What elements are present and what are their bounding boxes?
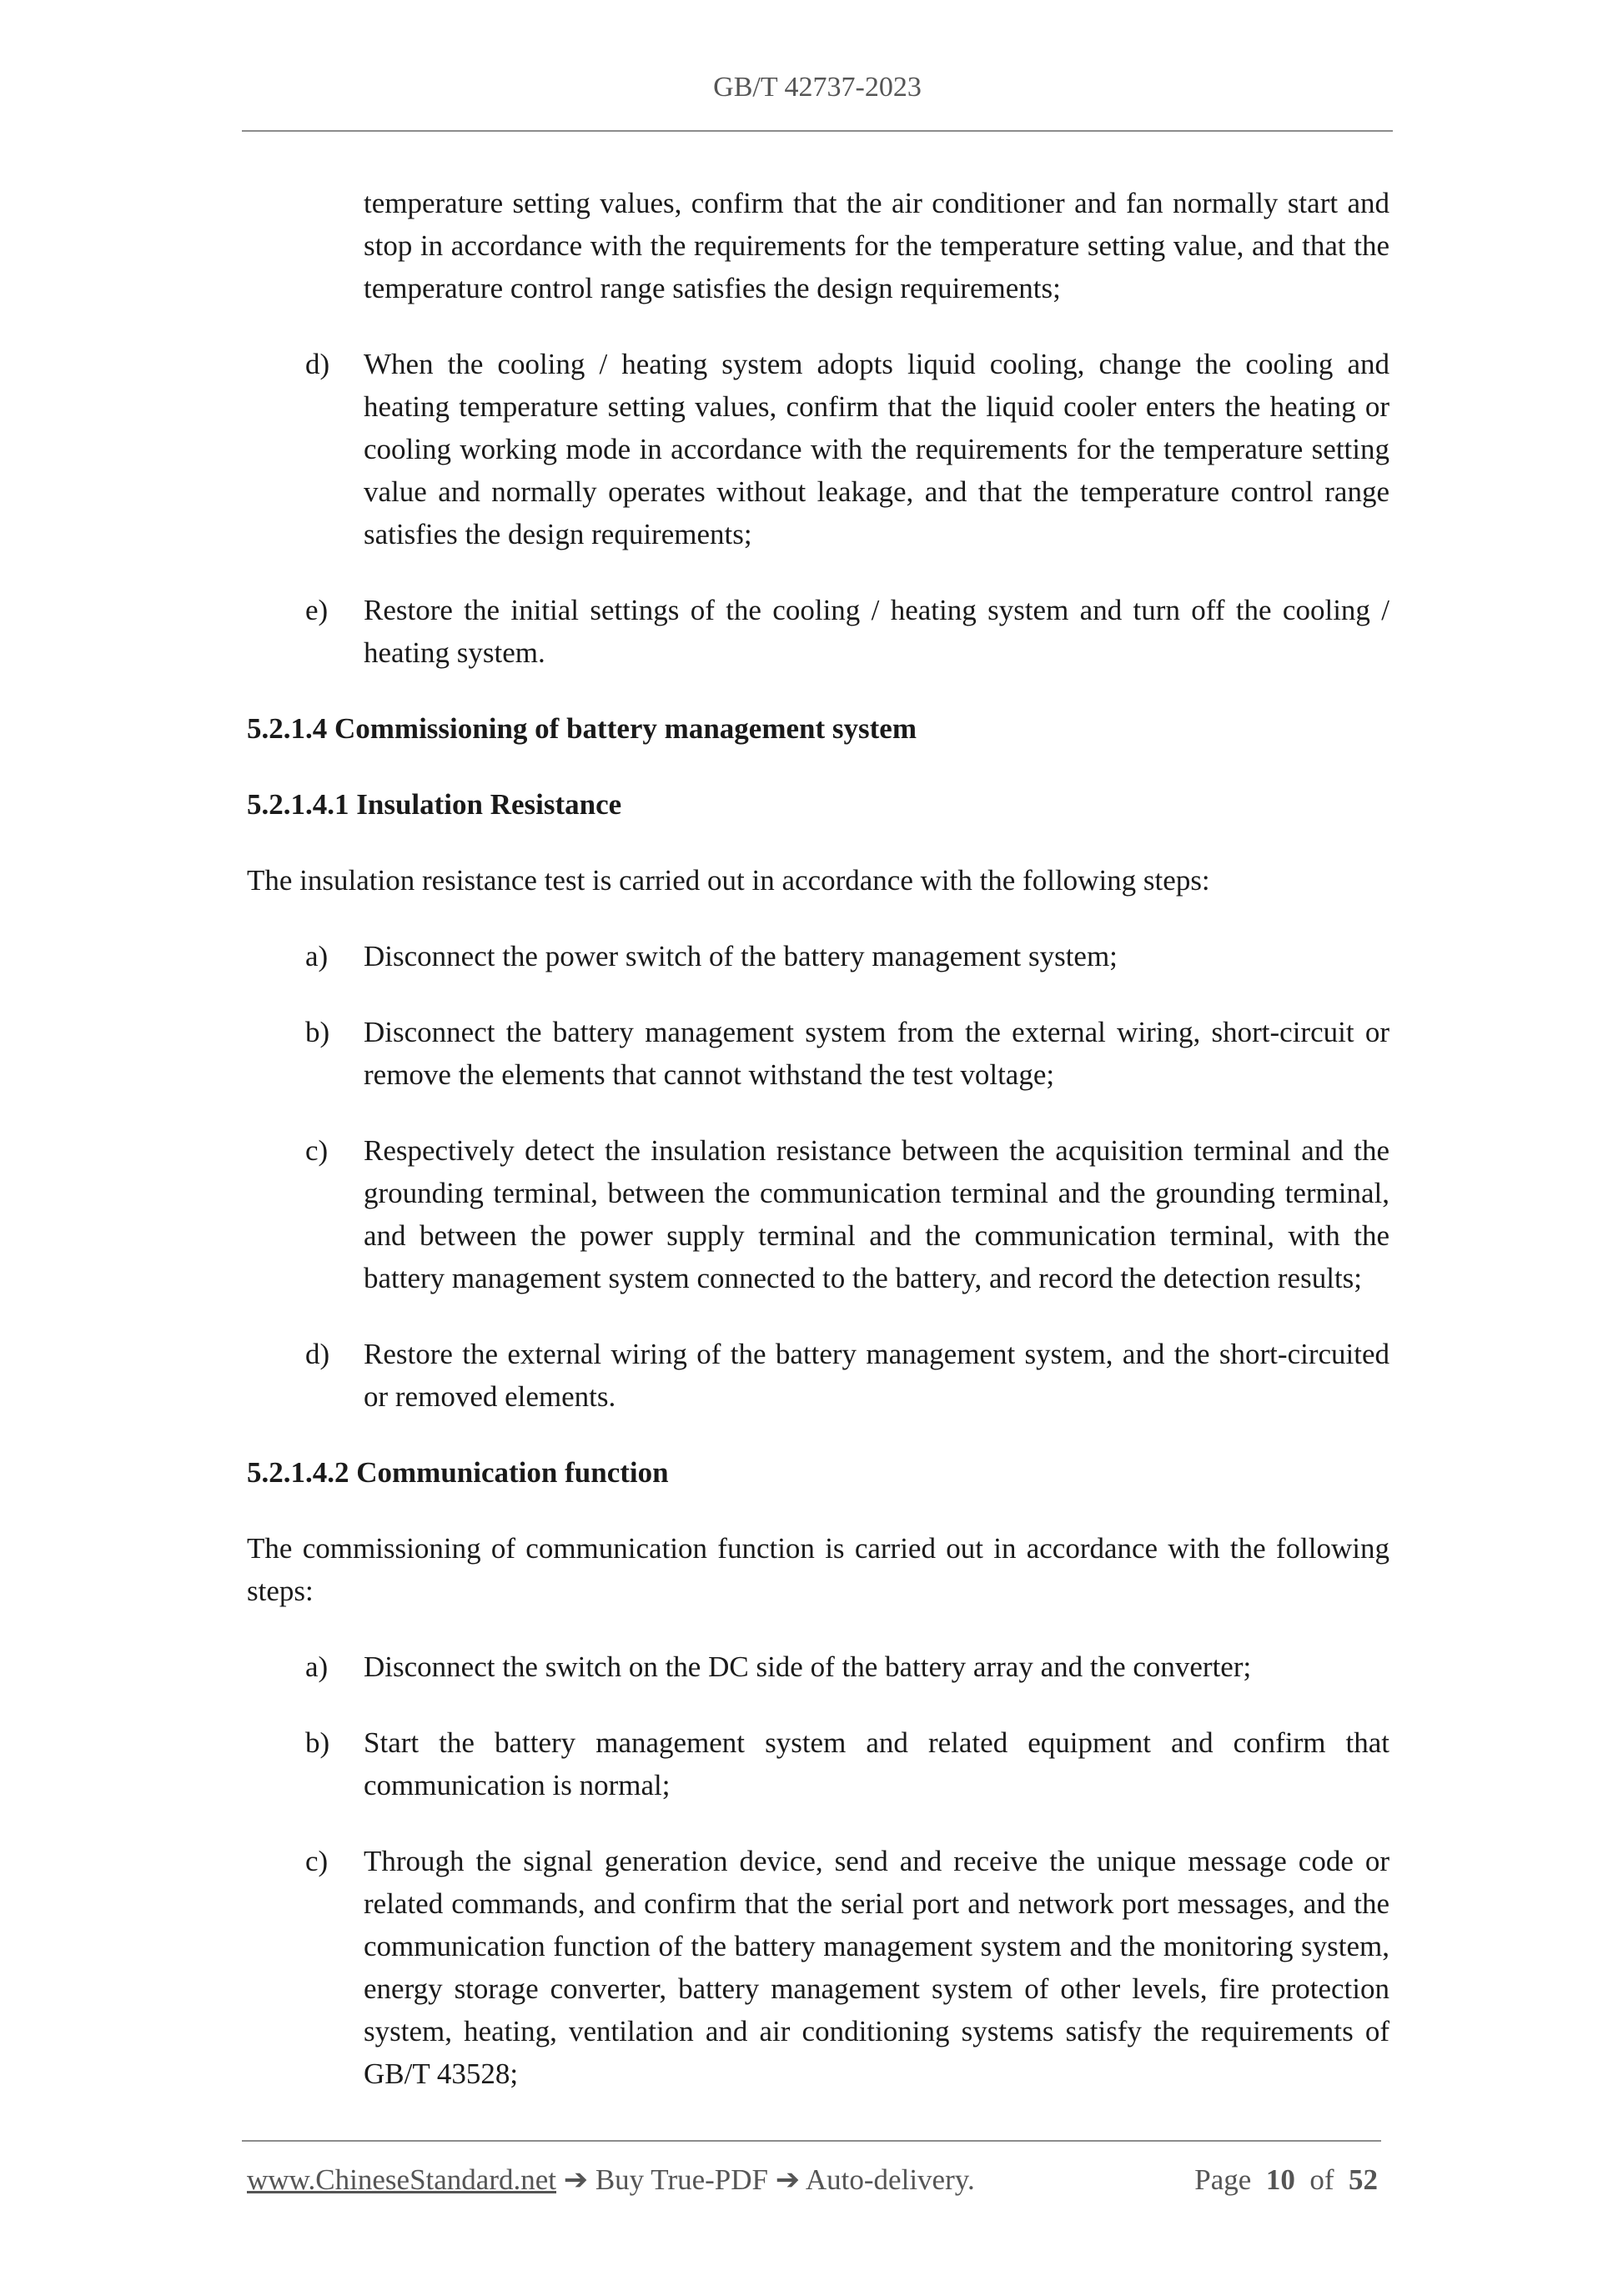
list-item-label: b) (305, 1016, 330, 1048)
document-body (247, 182, 1389, 2128)
list-item (247, 1129, 1389, 1299)
list-item (247, 1721, 1389, 1806)
list-item (247, 1011, 1389, 1096)
list-item-text: Through the signal generation device, send and receive the unique message code or related commands, and confirm that the serial port and network port messages, and the communication function of the battery management system and the monitoring system, energy storage converter, battery management system of other levels, fire protection system, heating, ventilation and air conditioning systems satisfy the requirements of GB/T 43528; (364, 1845, 1389, 2090)
list-item (247, 935, 1389, 977)
section-heading-52141: 5.2.1.4.1 Insulation Resistance (247, 788, 622, 821)
list-item-text: Start the battery management system and related equipment and confirm that communication is normal; (364, 1726, 1389, 1801)
communication-intro-paragraph: The commissioning of communication function is carried out in accordance with the following steps: (247, 1532, 1389, 1607)
list-item-text: When the cooling / heating system adopts liquid cooling, change the cooling and heating temperature setting values, confirm that the liquid cooler enters the heating or cooling working mode in accordance with the requirements for the temperature setting value and normally operates without leakage, and that the temperature control range satisfies the design requirements; (364, 348, 1389, 550)
chinesestandard-link[interactable]: www.ChineseStandard.net (247, 2163, 556, 2196)
list-item (247, 343, 1389, 555)
list-item-label: e) (305, 594, 329, 626)
list-item-label: b) (305, 1726, 330, 1759)
auto-delivery-text: Auto-delivery. (805, 2163, 975, 2196)
arrow-icon: ➔ (775, 2163, 801, 2196)
list-item (247, 589, 1389, 674)
of-label: of (1309, 2163, 1334, 2196)
page-label: Page (1194, 2163, 1252, 2196)
list-item-label: a) (305, 940, 329, 972)
list-item-text: Restore the external wiring of the battery management system, and the short-circuited or removed elements. (364, 1338, 1389, 1413)
list-item-label: d) (305, 348, 330, 380)
list-item-text: Disconnect the battery management system from the external wiring, short-circuit or remove the elements that cannot withstand the test voltage; (364, 1016, 1389, 1091)
page-number (1194, 2163, 1378, 2197)
current-page: 10 (1265, 2163, 1295, 2196)
footer-promo (247, 2163, 975, 2197)
list-item (247, 1333, 1389, 1418)
continuation-paragraph: temperature setting values, confirm that the air conditioner and fan normally start and stop in accordance with the requirements for the temperature setting value, and that the temperature control range satisfies the design requirements; (364, 187, 1389, 304)
list-item-text: Disconnect the power switch of the battery management system; (364, 940, 1118, 972)
list-item-label: c) (305, 1845, 329, 1877)
list-item-text: Restore the initial settings of the cooling / heating system and turn off the cooling / heating system. (364, 594, 1389, 669)
list-item-label: a) (305, 1650, 329, 1683)
section-heading-52142: 5.2.1.4.2 Communication function (247, 1456, 669, 1489)
list-item (247, 1840, 1389, 2095)
page-footer (247, 2163, 1378, 2197)
insulation-intro-paragraph: The insulation resistance test is carried out in accordance with the following steps: (247, 864, 1210, 897)
list-item-text: Disconnect the switch on the DC side of the battery array and the converter; (364, 1650, 1252, 1683)
document-code-header: GB/T 42737-2023 (713, 72, 922, 103)
list-item-label: d) (305, 1338, 330, 1370)
footer-divider (242, 2140, 1381, 2142)
list-item-label: c) (305, 1134, 329, 1167)
header-divider (242, 130, 1393, 132)
arrow-icon: ➔ (563, 2163, 589, 2196)
section-heading-5214: 5.2.1.4 Commissioning of battery management system (247, 712, 917, 745)
list-item-text: Respectively detect the insulation resistance between the acquisition terminal and the grounding terminal, between the communication terminal and the grounding terminal, and between the power supply terminal and the communication terminal, with the battery management system connected to the battery, and record the detection results; (364, 1134, 1389, 1294)
list-item (247, 1645, 1389, 1688)
buy-true-pdf-text: Buy True-PDF (595, 2163, 768, 2196)
total-pages: 52 (1349, 2163, 1378, 2196)
